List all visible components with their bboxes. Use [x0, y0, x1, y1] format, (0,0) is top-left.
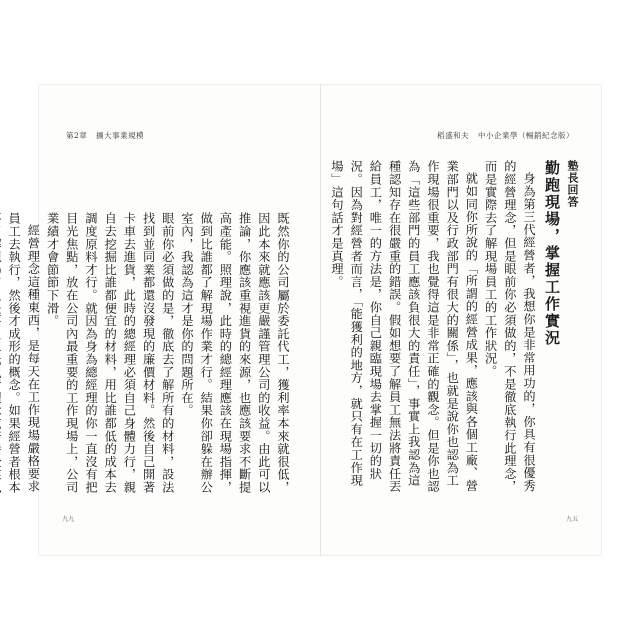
right-page-number: 九五	[565, 516, 578, 523]
paragraph: 就如同你所說的「所謂的經營成果，應該與各個工廠、營業部門以及行政部門有很大的關係」，也就是說你也認為工作現場很重要，我也覺得這是非常正確的觀念。但是你也認為「這些部門的員工應該負很大的責任」，事實上我認為這種認知存在很嚴重的錯誤。假如想要了解員工無法將責任丟給員工，唯一的方法是，你自己親臨現場去掌握一切的狀況。因為對經營者而言，「能獲利的地方，就只有在工作現場」這句話才是真理。	[329, 160, 479, 493]
right-page-body	[329, 160, 538, 496]
left-page-number: 九九	[62, 516, 75, 523]
paragraph: 經營理念這種東西，是每天在工作現場嚴格要求員工去執行，然後才成形的概念。如果經營者根本	[7, 212, 41, 494]
right-running-head	[437, 130, 574, 141]
chapter-number: 第2章	[66, 131, 88, 140]
chapter-title: 擴大事業規模	[96, 131, 145, 140]
paragraph: 眼前你必須做的是，徹底去了解所有的材料，設法找到並同業都還沒發現的廉價材料。然後自己開著卡車去進貨，此時的總經理必須自己身體力行，親自去挖掘比誰都便宜的材料，用比誰都低的成本去調度原料才行。就因為身為總經理的你一直沒有把目光焦點，放在公司內最重要的工作現場上，公司業績才會節節下滑。	[45, 212, 175, 494]
paragraph: 既然你的公司屬於委託代工，獲利率本來就很低，因此本來就應該更嚴謹管理公司的收益。由此可以推論，你應該重視進貨的來源，也應該要求不斷提高產能。照理說，此時的總經理應該在現場指揮，做到比誰都了解現場作業才行。結果你卻躲在辦公室內，我認為這才是你的問題所在。	[179, 212, 290, 494]
left-running-head	[66, 130, 144, 141]
section-heading	[542, 160, 582, 347]
section-label: 塾長回答	[566, 160, 579, 208]
paragraph: 身為第三代經營者，我想你是非常用功的，你具有很優秀的經營理念，但是眼前你必須做的，不是徹底執行此理念，而是實際去了解現場員工的工作狀況。	[483, 160, 536, 493]
book-author: 稻盛和夫	[437, 131, 470, 140]
book-title: 中小企業學（暢銷紀念版）	[478, 131, 574, 140]
page-gutter	[320, 84, 321, 556]
section-title: 勤跑現場，掌握工作實況	[543, 160, 561, 347]
left-page-body	[7, 212, 292, 496]
